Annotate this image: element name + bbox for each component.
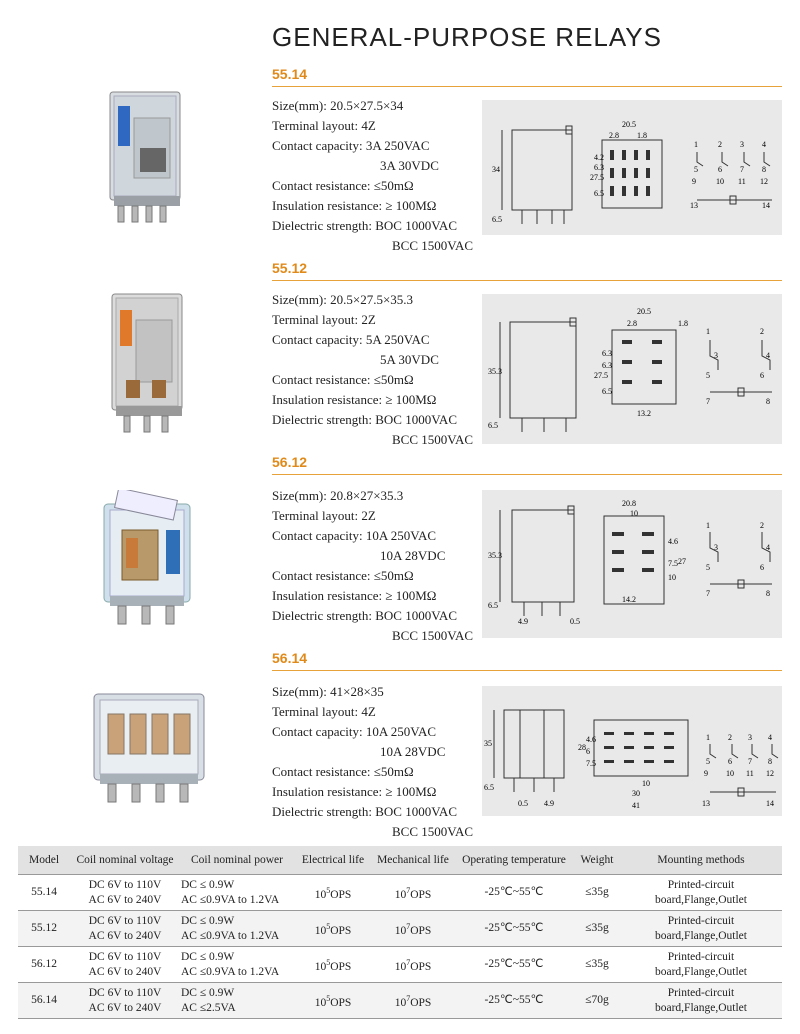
voltage-dc: DC 6V to 110V	[88, 914, 162, 927]
power-ac: AC ≤0.9VA to 1.2VA	[181, 929, 280, 942]
voltage-ac: AC 6V to 240V	[88, 1001, 162, 1014]
mech-exp: 7	[406, 885, 411, 895]
term-6: 6	[718, 165, 722, 174]
voltage-dc: DC 6V to 110V	[88, 878, 162, 891]
spec-dielectric-2: BCC 1500VAC	[392, 238, 474, 253]
section-code: 55.14	[272, 66, 308, 82]
th-mechanical-life: Mechanical life	[372, 846, 454, 875]
th-coil-power: Coil nominal power	[180, 846, 294, 875]
spec-insulation: Insulation resistance: ≥ 100MΩ	[272, 588, 437, 603]
term-11: 11	[746, 769, 754, 778]
spec-contact-2: 5A 30VDC	[380, 352, 439, 367]
dim-pin: 6.5	[492, 215, 502, 224]
spec-insulation: Insulation resistance: ≥ 100MΩ	[272, 784, 437, 799]
spec-contact-2: 3A 30VDC	[380, 158, 439, 173]
relay-55-14-photo	[102, 88, 192, 228]
dim-c: 27.5	[590, 173, 604, 182]
table-row	[18, 947, 782, 983]
elec-base: 10	[314, 996, 327, 1009]
spec-resistance: Contact resistance: ≤50mΩ	[272, 764, 414, 779]
section-header-56-14	[272, 648, 782, 671]
spec-contact: Contact capacity: 5A 250VAC	[272, 332, 430, 347]
term-2: 2	[718, 140, 722, 149]
voltage-dc: DC 6V to 110V	[88, 986, 162, 999]
spec-dielectric-2: BCC 1500VAC	[392, 628, 474, 643]
dim-k: 30	[632, 789, 640, 798]
section-code: 56.12	[272, 454, 308, 470]
dim-d: 0.5	[570, 617, 580, 626]
term-9: 9	[692, 177, 696, 186]
dim-pin: 6.5	[488, 421, 498, 430]
term-7: 7	[748, 757, 752, 766]
power-ac: AC ≤0.9VA to 1.2VA	[181, 893, 280, 906]
dim-d: 6.3	[602, 349, 612, 358]
spec-terminal: Terminal layout: 4Z	[272, 118, 376, 133]
term-5: 5	[706, 371, 710, 380]
dim-b: 1.8	[637, 131, 647, 140]
spec-terminal: Terminal layout: 4Z	[272, 704, 376, 719]
cell-power	[180, 875, 294, 911]
dim-pin: 6.5	[488, 601, 498, 610]
term-10: 10	[716, 177, 724, 186]
dim-i: 4.6	[586, 735, 596, 744]
table-header-row	[18, 846, 782, 875]
term-1: 1	[706, 327, 710, 336]
cell-power	[180, 983, 294, 1019]
elec-unit: OPS	[330, 996, 352, 1009]
term-8: 8	[766, 397, 770, 406]
table-row	[18, 911, 782, 947]
cell-electrical-life	[294, 875, 372, 911]
term-4: 4	[762, 140, 766, 149]
drawing-55-14	[482, 100, 782, 235]
cell-mechanical-life	[372, 947, 454, 983]
elec-base: 10	[314, 888, 327, 901]
term-7: 7	[740, 165, 744, 174]
dim-c: 27.5	[594, 371, 608, 380]
cell-model: 56.12	[18, 947, 70, 983]
elec-unit: OPS	[330, 960, 352, 973]
dim-a: 2.8	[609, 131, 619, 140]
dim-a: 2.8	[627, 319, 637, 328]
page-title: GENERAL-PURPOSE RELAYS	[272, 22, 662, 52]
cell-temp: -25℃~55℃	[454, 947, 574, 983]
term-9: 9	[704, 769, 708, 778]
term-8: 8	[766, 589, 770, 598]
cell-temp: -25℃~55℃	[454, 875, 574, 911]
spec-dielectric-2: BCC 1500VAC	[392, 432, 474, 447]
dim-e: 4.2	[594, 153, 604, 162]
mech-base: 10	[394, 996, 407, 1009]
spec-contact-2: 10A 28VDC	[380, 744, 446, 759]
specs-55-12	[272, 290, 473, 450]
elec-exp: 5	[326, 885, 331, 895]
cell-mechanical-life	[372, 875, 454, 911]
relay-55-12-photo	[104, 290, 192, 438]
voltage-ac: AC 6V to 240V	[88, 965, 162, 978]
term-13: 13	[702, 799, 710, 808]
mech-base: 10	[394, 924, 407, 937]
dim-a: 10	[630, 509, 638, 518]
spec-size: Size(mm): 20.5×27.5×34	[272, 98, 404, 113]
term-5: 5	[694, 165, 698, 174]
cell-weight: ≤70g	[574, 983, 620, 1019]
term-3: 3	[748, 733, 752, 742]
spec-insulation: Insulation resistance: ≥ 100MΩ	[272, 198, 437, 213]
th-mounting: Mounting methods	[620, 846, 782, 875]
cell-mounting: Printed-circuit board,Flange,Outlet	[620, 875, 782, 911]
spec-dielectric-2: BCC 1500VAC	[392, 824, 474, 839]
cell-voltage	[70, 947, 180, 983]
cell-weight: ≤35g	[574, 875, 620, 911]
spec-terminal: Terminal layout: 2Z	[272, 312, 376, 327]
spec-size: Size(mm): 20.8×27×35.3	[272, 488, 404, 503]
term-7: 7	[706, 589, 710, 598]
cell-voltage	[70, 911, 180, 947]
th-electrical-life: Electrical life	[294, 846, 372, 875]
cell-power	[180, 947, 294, 983]
drawing-56-14	[482, 686, 782, 816]
table-row	[18, 983, 782, 1019]
power-dc: DC ≤ 0.9W	[181, 950, 235, 963]
specs-56-12	[272, 486, 473, 646]
term-10: 10	[726, 769, 734, 778]
cell-temp: -25℃~55℃	[454, 983, 574, 1019]
dim-width: 20.5	[637, 307, 651, 316]
mech-unit: OPS	[410, 888, 432, 901]
cell-mounting: Printed-circuit board,Flange,Outlet	[620, 947, 782, 983]
dim-i: 6.5	[602, 387, 612, 396]
elec-unit: OPS	[330, 888, 352, 901]
th-model: Model	[18, 846, 70, 875]
term-11: 11	[738, 177, 746, 186]
term-6: 6	[728, 757, 732, 766]
power-ac: AC ≤2.5VA	[181, 1001, 236, 1014]
spec-size: Size(mm): 20.5×27.5×35.3	[272, 292, 414, 307]
th-weight: Weight	[574, 846, 620, 875]
mech-base: 10	[394, 960, 407, 973]
dim-height: 34	[492, 165, 500, 174]
mech-unit: OPS	[410, 924, 432, 937]
cell-electrical-life	[294, 911, 372, 947]
dim-height: 35.3	[488, 551, 502, 560]
term-5: 5	[706, 563, 710, 572]
relay-56-14-photo	[84, 684, 214, 812]
dim-l: 41	[632, 801, 640, 810]
cell-electrical-life	[294, 947, 372, 983]
section-code: 56.14	[272, 650, 308, 666]
term-4: 4	[768, 733, 772, 742]
spec-size: Size(mm): 41×28×35	[272, 684, 384, 699]
elec-base: 10	[314, 960, 327, 973]
cell-mounting: Printed-circuit board,Flange,Outlet	[620, 983, 782, 1019]
term-8: 8	[768, 757, 772, 766]
term-2: 2	[760, 327, 764, 336]
dim-j: 27	[678, 557, 686, 566]
cell-electrical-life	[294, 983, 372, 1019]
spec-resistance: Contact resistance: ≤50mΩ	[272, 178, 414, 193]
cell-voltage	[70, 875, 180, 911]
cell-power	[180, 911, 294, 947]
cell-mechanical-life	[372, 911, 454, 947]
dim-g: 7.5	[668, 559, 678, 568]
elec-exp: 5	[326, 993, 331, 1003]
elec-unit: OPS	[330, 924, 352, 937]
spec-table	[18, 846, 782, 1019]
dim-width: 20.8	[622, 499, 636, 508]
term-1: 1	[706, 733, 710, 742]
th-operating-temp: Operating temperature	[454, 846, 574, 875]
spec-terminal: Terminal layout: 2Z	[272, 508, 376, 523]
section-code: 55.12	[272, 260, 308, 276]
cell-voltage	[70, 983, 180, 1019]
drawing-55-12	[482, 294, 782, 444]
dim-f: 4.6	[668, 537, 678, 546]
cell-mechanical-life	[372, 983, 454, 1019]
spec-contact-2: 10A 28VDC	[380, 548, 446, 563]
dim-d: 4.9	[544, 799, 554, 808]
power-ac: AC ≤0.9VA to 1.2VA	[181, 965, 280, 978]
cell-model: 56.14	[18, 983, 70, 1019]
voltage-ac: AC 6V to 240V	[88, 893, 162, 906]
spec-contact: Contact capacity: 10A 250VAC	[272, 528, 437, 543]
mech-base: 10	[394, 888, 407, 901]
term-4: 4	[766, 351, 770, 360]
dim-height: 35	[484, 739, 492, 748]
dim-e: 28	[578, 743, 586, 752]
term-8: 8	[762, 165, 766, 174]
section-header-56-12	[272, 452, 782, 475]
spec-resistance: Contact resistance: ≤50mΩ	[272, 568, 414, 583]
th-coil-voltage: Coil nominal voltage	[70, 846, 180, 875]
term-6: 6	[760, 563, 764, 572]
dim-pin: 6.5	[484, 783, 494, 792]
section-header-55-14	[272, 64, 782, 87]
dim-j: 10	[642, 779, 650, 788]
cell-mounting: Printed-circuit board,Flange,Outlet	[620, 911, 782, 947]
voltage-ac: AC 6V to 240V	[88, 929, 162, 942]
spec-dielectric: Dielectric strength: BOC 1000VAC	[272, 218, 457, 233]
dim-g: 6.5	[594, 189, 604, 198]
dim-c: 4.9	[518, 617, 528, 626]
term-1: 1	[706, 521, 710, 530]
term-12: 12	[760, 177, 768, 186]
voltage-dc: DC 6V to 110V	[88, 950, 162, 963]
term-13: 13	[690, 201, 698, 210]
term-1: 1	[694, 140, 698, 149]
term-7: 7	[706, 397, 710, 406]
dim-d: 6.3	[594, 163, 604, 172]
term-14: 14	[766, 799, 774, 808]
term-14: 14	[762, 201, 770, 210]
mech-exp: 7	[406, 921, 411, 931]
power-dc: DC ≤ 0.9W	[181, 878, 235, 891]
section-header-55-12	[272, 258, 782, 281]
specs-56-14	[272, 682, 473, 842]
spec-dielectric: Dielectric strength: BOC 1000VAC	[272, 608, 457, 623]
relay-56-12-photo	[96, 490, 206, 630]
power-dc: DC ≤ 0.9W	[181, 986, 235, 999]
term-5: 5	[706, 757, 710, 766]
drawing-56-12	[482, 490, 782, 638]
cell-weight: ≤35g	[574, 911, 620, 947]
mech-unit: OPS	[410, 960, 432, 973]
table-row	[18, 875, 782, 911]
mech-exp: 7	[406, 993, 411, 1003]
spec-dielectric: Dielectric strength: BOC 1000VAC	[272, 412, 457, 427]
dim-e: 6.3	[602, 361, 612, 370]
cell-weight: ≤35g	[574, 947, 620, 983]
spec-insulation: Insulation resistance: ≥ 100MΩ	[272, 392, 437, 407]
dim-g: 6	[586, 747, 590, 756]
elec-exp: 5	[326, 921, 331, 931]
elec-exp: 5	[326, 957, 331, 967]
spec-dielectric: Dielectric strength: BOC 1000VAC	[272, 804, 457, 819]
term-3: 3	[740, 140, 744, 149]
specs-55-14	[272, 96, 473, 256]
dim-i: 10	[668, 573, 676, 582]
dim-e: 14.2	[622, 595, 636, 604]
dim-height: 35.3	[488, 367, 502, 376]
spec-contact: Contact capacity: 10A 250VAC	[272, 724, 437, 739]
cell-model: 55.14	[18, 875, 70, 911]
elec-base: 10	[314, 924, 327, 937]
mech-unit: OPS	[410, 996, 432, 1009]
dim-c: 0.5	[518, 799, 528, 808]
cell-temp: -25℃~55℃	[454, 911, 574, 947]
term-6: 6	[760, 371, 764, 380]
spec-resistance: Contact resistance: ≤50mΩ	[272, 372, 414, 387]
dim-g: 13.2	[637, 409, 651, 418]
term-2: 2	[728, 733, 732, 742]
dim-width: 20.5	[622, 120, 636, 129]
term-3: 3	[714, 351, 718, 360]
spec-contact: Contact capacity: 3A 250VAC	[272, 138, 430, 153]
term-4: 4	[766, 543, 770, 552]
term-12: 12	[766, 769, 774, 778]
dim-b: 1.8	[678, 319, 688, 328]
cell-model: 55.12	[18, 911, 70, 947]
power-dc: DC ≤ 0.9W	[181, 914, 235, 927]
term-3: 3	[714, 543, 718, 552]
mech-exp: 7	[406, 957, 411, 967]
term-2: 2	[760, 521, 764, 530]
dim-f: 7.5	[586, 759, 596, 768]
